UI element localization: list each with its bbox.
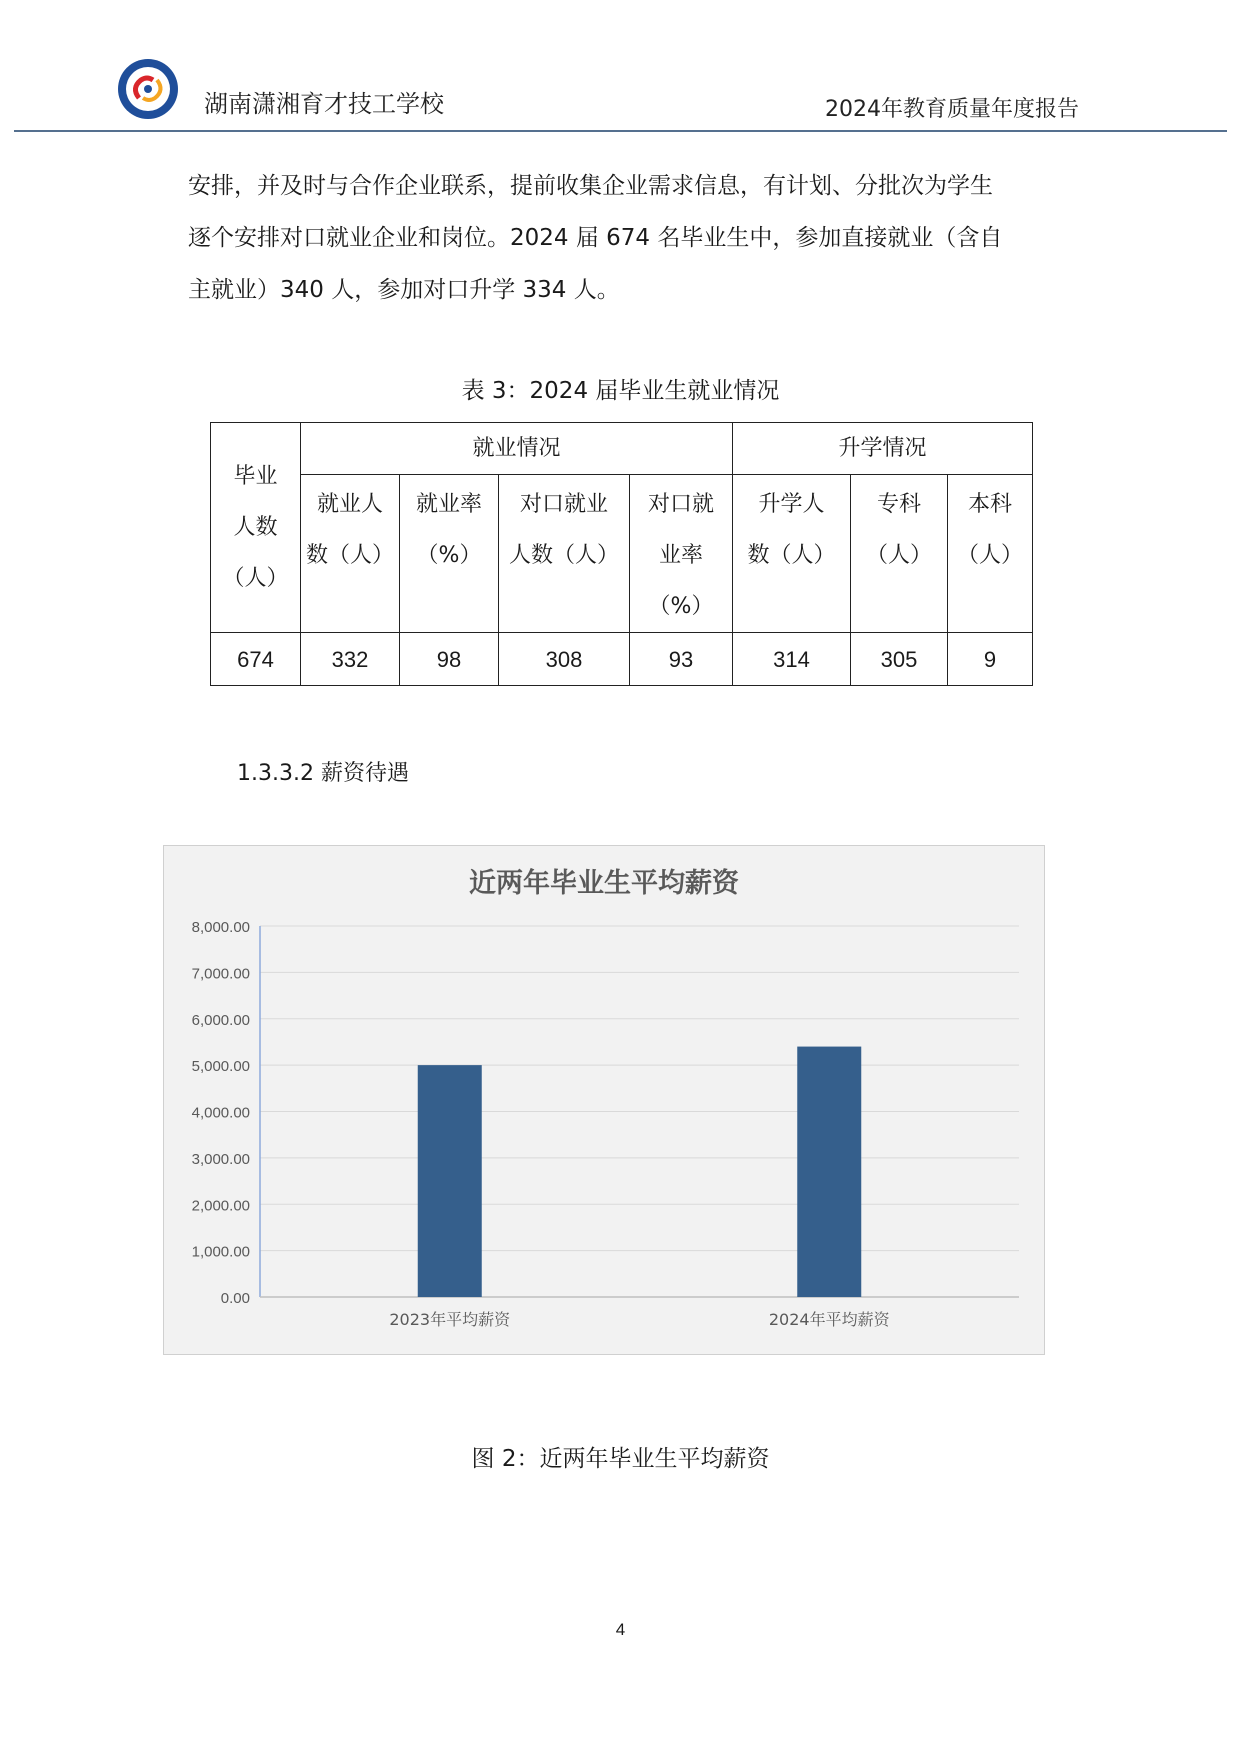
school-logo-icon	[117, 58, 179, 120]
header-graduates: 毕业 人数 （人）	[211, 423, 301, 633]
y-tick-label: 4,000.00	[191, 1104, 250, 1122]
y-tick-label: 6,000.00	[191, 1011, 250, 1029]
y-tick-label: 1,000.00	[191, 1243, 250, 1261]
body-line: 安排，并及时与合作企业联系，提前收集企业需求信息，有计划、分批次为学生	[188, 173, 993, 199]
bar	[418, 1065, 482, 1297]
header-matched-rate: 对口就 业率 （%）	[630, 475, 733, 633]
y-tick-label: 2,000.00	[191, 1197, 250, 1215]
x-tick-label: 2024年平均薪资	[768, 1310, 890, 1329]
chart-title: 近两年毕业生平均薪资	[469, 868, 739, 899]
header-group-employment: 就业情况	[301, 423, 733, 475]
y-tick-label: 0.00	[220, 1290, 250, 1307]
employment-table	[210, 422, 1033, 686]
header-junior-college: 专科 （人）	[851, 475, 948, 633]
table-cell: 674	[211, 633, 301, 686]
salary-chart-svg	[164, 846, 1044, 1354]
body-line: 逐个安排对口就业企业和岗位。2024 届 674 名毕业生中，参加直接就业（含自	[188, 225, 1003, 251]
school-name: 湖南潇湘育才技工学校	[204, 90, 444, 118]
header-group-further-study: 升学情况	[733, 423, 1033, 475]
y-tick-label: 8,000.00	[191, 919, 250, 936]
table-row	[211, 633, 1033, 686]
header-employment-rate: 就业率 （%）	[400, 475, 499, 633]
table-cell: 98	[400, 633, 499, 686]
report-title: 2024年教育质量年度报告	[825, 97, 1079, 122]
x-tick-label: 2023年平均薪资	[389, 1310, 511, 1329]
section-heading: 1.3.3.2 薪资待遇	[237, 761, 409, 786]
y-tick-label: 3,000.00	[191, 1150, 250, 1168]
y-tick-label: 5,000.00	[191, 1058, 250, 1076]
header-employed: 就业人 数（人）	[301, 475, 400, 633]
header-further-study: 升学人 数（人）	[733, 475, 851, 633]
table-cell: 93	[630, 633, 733, 686]
y-tick-label: 7,000.00	[191, 965, 250, 983]
table-cell: 308	[499, 633, 630, 686]
header-matched-employed: 对口就业 人数（人）	[499, 475, 630, 633]
table-cell: 332	[301, 633, 400, 686]
table-cell: 314	[733, 633, 851, 686]
body-line: 主就业）340 人，参加对口升学 334 人。	[188, 277, 620, 303]
page-header	[14, 56, 1227, 132]
table-caption: 表 3：2024 届毕业生就业情况	[461, 378, 780, 404]
header-bachelor: 本科 （人）	[948, 475, 1033, 633]
table-cell: 305	[851, 633, 948, 686]
table-cell: 9	[948, 633, 1033, 686]
bar	[797, 1047, 861, 1297]
figure-caption: 图 2：近两年毕业生平均薪资	[471, 1446, 770, 1472]
salary-chart	[163, 845, 1045, 1355]
body-paragraph	[188, 160, 1058, 316]
page-number: 4	[615, 1620, 626, 1639]
